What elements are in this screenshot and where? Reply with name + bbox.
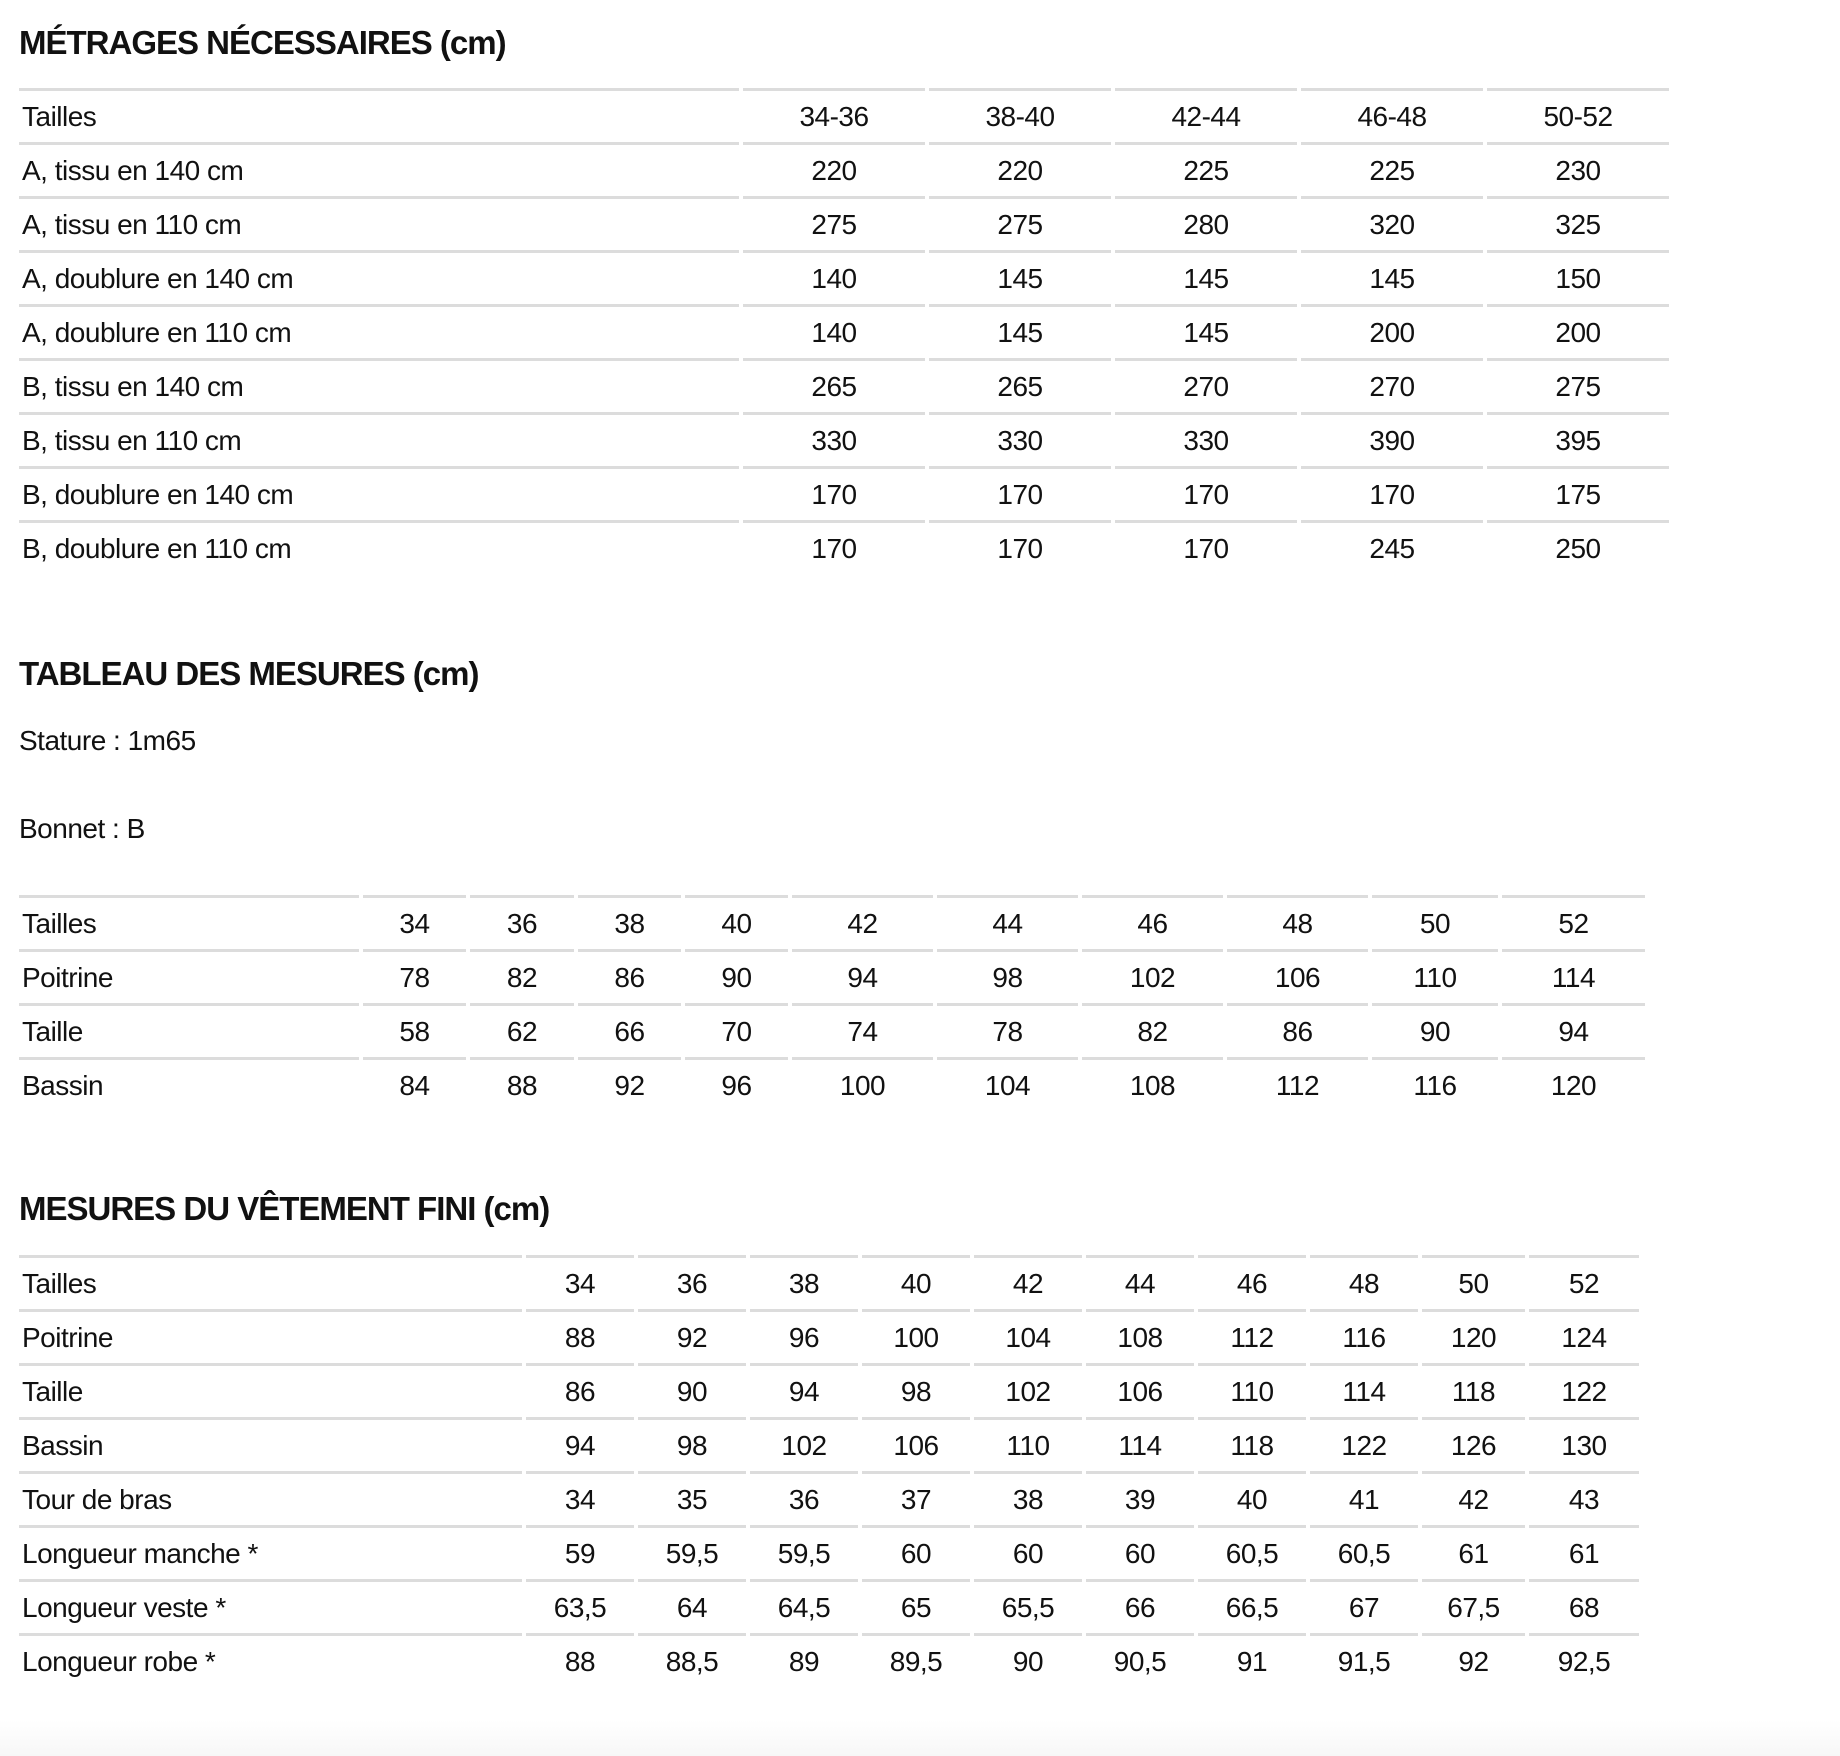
size-header: 40 — [862, 1255, 970, 1309]
fini-title: MESURES DU VÊTEMENT FINI (cm) — [19, 1190, 550, 1227]
table-cell: 275 — [743, 196, 925, 250]
table-cell: 60,5 — [1310, 1525, 1418, 1579]
table-cell: 88 — [526, 1633, 634, 1687]
table-header-row — [19, 1255, 1639, 1309]
table-cell: 330 — [929, 412, 1111, 466]
row-label: A, tissu en 140 cm — [19, 142, 739, 196]
size-header: 46 — [1198, 1255, 1306, 1309]
table-cell: 100 — [792, 1057, 933, 1111]
row-label: B, doublure en 140 cm — [19, 466, 739, 520]
table-cell: 59,5 — [638, 1525, 746, 1579]
table-cell: 78 — [937, 1003, 1078, 1057]
table-cell: 104 — [974, 1309, 1082, 1363]
table-row — [19, 412, 1669, 466]
table-cell: 330 — [1115, 412, 1297, 466]
table-cell: 91 — [1198, 1633, 1306, 1687]
size-header: 46 — [1082, 895, 1223, 949]
header-label: Tailles — [19, 1255, 522, 1309]
table-row — [19, 1309, 1639, 1363]
table-cell: 63,5 — [526, 1579, 634, 1633]
row-label: B, doublure en 110 cm — [19, 520, 739, 574]
table-cell: 78 — [363, 949, 466, 1003]
table-cell: 275 — [1487, 358, 1669, 412]
table-cell: 64,5 — [750, 1579, 858, 1633]
table-cell: 34 — [526, 1471, 634, 1525]
row-label: Longueur manche * — [19, 1525, 522, 1579]
table-cell: 270 — [1115, 358, 1297, 412]
table-cell: 175 — [1487, 466, 1669, 520]
table-cell: 59 — [526, 1525, 634, 1579]
table-cell: 94 — [792, 949, 933, 1003]
table-cell: 90 — [974, 1633, 1082, 1687]
table-cell: 42 — [1422, 1471, 1525, 1525]
metrages-title: MÉTRAGES NÉCESSAIRES (cm) — [19, 24, 506, 61]
table-cell: 92,5 — [1529, 1633, 1639, 1687]
mesures-table — [15, 895, 1649, 1111]
table-cell: 68 — [1529, 1579, 1639, 1633]
table-cell: 100 — [862, 1309, 970, 1363]
table-cell: 86 — [1227, 1003, 1368, 1057]
table-cell: 36 — [750, 1471, 858, 1525]
table-cell: 170 — [743, 520, 925, 574]
table-cell: 106 — [1086, 1363, 1194, 1417]
size-header: 38-40 — [929, 88, 1111, 142]
mesures-title: TABLEAU DES MESURES (cm) — [19, 655, 479, 692]
table-row — [19, 949, 1645, 1003]
table-cell: 118 — [1422, 1363, 1525, 1417]
table-cell: 102 — [974, 1363, 1082, 1417]
table-cell: 106 — [1227, 949, 1368, 1003]
table-cell: 60,5 — [1198, 1525, 1306, 1579]
size-header: 36 — [470, 895, 574, 949]
table-cell: 320 — [1301, 196, 1483, 250]
table-cell: 40 — [1198, 1471, 1306, 1525]
table-cell: 96 — [750, 1309, 858, 1363]
size-header: 50 — [1372, 895, 1498, 949]
table-cell: 245 — [1301, 520, 1483, 574]
table-cell: 220 — [743, 142, 925, 196]
table-cell: 88 — [470, 1057, 574, 1111]
table-cell: 94 — [1502, 1003, 1645, 1057]
size-header: 34 — [363, 895, 466, 949]
table-cell: 145 — [1115, 250, 1297, 304]
table-cell: 124 — [1529, 1309, 1639, 1363]
table-cell: 37 — [862, 1471, 970, 1525]
table-cell: 59,5 — [750, 1525, 858, 1579]
size-header: 50-52 — [1487, 88, 1669, 142]
table-cell: 170 — [1115, 520, 1297, 574]
row-label: Poitrine — [19, 949, 359, 1003]
table-cell: 170 — [1115, 466, 1297, 520]
table-cell: 60 — [1086, 1525, 1194, 1579]
table-row — [19, 1633, 1639, 1687]
table-cell: 108 — [1086, 1309, 1194, 1363]
table-cell: 92 — [578, 1057, 681, 1111]
table-cell: 64 — [638, 1579, 746, 1633]
table-cell: 112 — [1227, 1057, 1368, 1111]
table-cell: 170 — [929, 520, 1111, 574]
table-cell: 39 — [1086, 1471, 1194, 1525]
table-cell: 116 — [1310, 1309, 1418, 1363]
table-cell: 98 — [937, 949, 1078, 1003]
table-row — [19, 520, 1669, 574]
table-cell: 325 — [1487, 196, 1669, 250]
table-cell: 90 — [638, 1363, 746, 1417]
table-cell: 89,5 — [862, 1633, 970, 1687]
table-cell: 110 — [1372, 949, 1498, 1003]
table-cell: 112 — [1198, 1309, 1306, 1363]
table-cell: 145 — [1301, 250, 1483, 304]
table-cell: 86 — [578, 949, 681, 1003]
fini-table — [15, 1255, 1643, 1687]
table-cell: 86 — [526, 1363, 634, 1417]
table-cell: 61 — [1422, 1525, 1525, 1579]
table-cell: 61 — [1529, 1525, 1639, 1579]
table-cell: 94 — [526, 1417, 634, 1471]
metrages-table — [15, 88, 1673, 574]
table-cell: 82 — [470, 949, 574, 1003]
row-label: B, tissu en 140 cm — [19, 358, 739, 412]
table-row — [19, 250, 1669, 304]
table-cell: 265 — [929, 358, 1111, 412]
size-header: 48 — [1227, 895, 1368, 949]
table-row — [19, 196, 1669, 250]
table-header-row — [19, 895, 1645, 949]
table-cell: 126 — [1422, 1417, 1525, 1471]
table-cell: 145 — [929, 304, 1111, 358]
table-cell: 98 — [638, 1417, 746, 1471]
size-header: 36 — [638, 1255, 746, 1309]
table-cell: 130 — [1529, 1417, 1639, 1471]
table-cell: 91,5 — [1310, 1633, 1418, 1687]
row-label: Longueur veste * — [19, 1579, 522, 1633]
size-header: 48 — [1310, 1255, 1418, 1309]
row-label: A, doublure en 110 cm — [19, 304, 739, 358]
table-row — [19, 358, 1669, 412]
table-cell: 395 — [1487, 412, 1669, 466]
table-row — [19, 1003, 1645, 1057]
table-cell: 122 — [1529, 1363, 1639, 1417]
table-row — [19, 142, 1669, 196]
table-row — [19, 1363, 1639, 1417]
size-header: 46-48 — [1301, 88, 1483, 142]
table-row — [19, 1057, 1645, 1111]
header-label: Tailles — [19, 895, 359, 949]
table-cell: 330 — [743, 412, 925, 466]
size-header: 34 — [526, 1255, 634, 1309]
table-cell: 104 — [937, 1057, 1078, 1111]
size-header: 34-36 — [743, 88, 925, 142]
table-cell: 200 — [1487, 304, 1669, 358]
table-cell: 116 — [1372, 1057, 1498, 1111]
size-header: 52 — [1529, 1255, 1639, 1309]
table-row — [19, 1471, 1639, 1525]
header-label: Tailles — [19, 88, 739, 142]
table-cell: 90 — [1372, 1003, 1498, 1057]
table-cell: 88 — [526, 1309, 634, 1363]
table-cell: 90 — [685, 949, 788, 1003]
table-cell: 390 — [1301, 412, 1483, 466]
table-cell: 60 — [974, 1525, 1082, 1579]
table-cell: 74 — [792, 1003, 933, 1057]
size-header: 44 — [937, 895, 1078, 949]
table-header-row — [19, 88, 1669, 142]
table-cell: 170 — [929, 466, 1111, 520]
table-cell: 66 — [1086, 1579, 1194, 1633]
table-row — [19, 1579, 1639, 1633]
table-cell: 118 — [1198, 1417, 1306, 1471]
table-cell: 84 — [363, 1057, 466, 1111]
size-header: 42 — [792, 895, 933, 949]
table-cell: 275 — [929, 196, 1111, 250]
table-cell: 35 — [638, 1471, 746, 1525]
table-cell: 200 — [1301, 304, 1483, 358]
table-cell: 102 — [1082, 949, 1223, 1003]
size-header: 42-44 — [1115, 88, 1297, 142]
size-header: 42 — [974, 1255, 1082, 1309]
table-cell: 170 — [1301, 466, 1483, 520]
row-label: Poitrine — [19, 1309, 522, 1363]
table-cell: 62 — [470, 1003, 574, 1057]
row-label: A, tissu en 110 cm — [19, 196, 739, 250]
table-cell: 114 — [1310, 1363, 1418, 1417]
table-cell: 43 — [1529, 1471, 1639, 1525]
table-cell: 114 — [1086, 1417, 1194, 1471]
table-cell: 220 — [929, 142, 1111, 196]
table-cell: 145 — [929, 250, 1111, 304]
row-label: Taille — [19, 1363, 522, 1417]
table-cell: 65 — [862, 1579, 970, 1633]
table-cell: 70 — [685, 1003, 788, 1057]
table-cell: 92 — [1422, 1633, 1525, 1687]
table-cell: 92 — [638, 1309, 746, 1363]
table-cell: 67,5 — [1422, 1579, 1525, 1633]
table-cell: 96 — [685, 1057, 788, 1111]
size-header: 44 — [1086, 1255, 1194, 1309]
table-cell: 225 — [1115, 142, 1297, 196]
table-cell: 90,5 — [1086, 1633, 1194, 1687]
table-cell: 82 — [1082, 1003, 1223, 1057]
table-cell: 66 — [578, 1003, 681, 1057]
table-cell: 65,5 — [974, 1579, 1082, 1633]
table-cell: 120 — [1422, 1309, 1525, 1363]
table-cell: 106 — [862, 1417, 970, 1471]
table-cell: 110 — [974, 1417, 1082, 1471]
table-cell: 225 — [1301, 142, 1483, 196]
table-cell: 94 — [750, 1363, 858, 1417]
size-header: 40 — [685, 895, 788, 949]
table-cell: 170 — [743, 466, 925, 520]
row-label: A, doublure en 140 cm — [19, 250, 739, 304]
table-cell: 102 — [750, 1417, 858, 1471]
size-header: 50 — [1422, 1255, 1525, 1309]
size-header: 38 — [578, 895, 681, 949]
table-row — [19, 1525, 1639, 1579]
table-row — [19, 1417, 1639, 1471]
table-cell: 41 — [1310, 1471, 1418, 1525]
table-cell: 140 — [743, 250, 925, 304]
table-cell: 60 — [862, 1525, 970, 1579]
table-cell: 67 — [1310, 1579, 1418, 1633]
table-cell: 114 — [1502, 949, 1645, 1003]
table-row — [19, 304, 1669, 358]
table-cell: 145 — [1115, 304, 1297, 358]
table-cell: 265 — [743, 358, 925, 412]
table-cell: 66,5 — [1198, 1579, 1306, 1633]
table-cell: 150 — [1487, 250, 1669, 304]
row-label: B, tissu en 110 cm — [19, 412, 739, 466]
size-header: 52 — [1502, 895, 1645, 949]
table-cell: 110 — [1198, 1363, 1306, 1417]
size-header: 38 — [750, 1255, 858, 1309]
table-cell: 250 — [1487, 520, 1669, 574]
bonnet-note: Bonnet : B — [19, 813, 145, 844]
table-cell: 280 — [1115, 196, 1297, 250]
row-label: Bassin — [19, 1057, 359, 1111]
table-cell: 120 — [1502, 1057, 1645, 1111]
table-cell: 122 — [1310, 1417, 1418, 1471]
table-cell: 88,5 — [638, 1633, 746, 1687]
table-cell: 98 — [862, 1363, 970, 1417]
table-cell: 38 — [974, 1471, 1082, 1525]
row-label: Longueur robe * — [19, 1633, 522, 1687]
row-label: Tour de bras — [19, 1471, 522, 1525]
stature-note: Stature : 1m65 — [19, 725, 196, 756]
table-cell: 140 — [743, 304, 925, 358]
table-cell: 89 — [750, 1633, 858, 1687]
table-cell: 108 — [1082, 1057, 1223, 1111]
table-cell: 58 — [363, 1003, 466, 1057]
table-row — [19, 466, 1669, 520]
table-cell: 230 — [1487, 142, 1669, 196]
table-cell: 270 — [1301, 358, 1483, 412]
row-label: Bassin — [19, 1417, 522, 1471]
row-label: Taille — [19, 1003, 359, 1057]
